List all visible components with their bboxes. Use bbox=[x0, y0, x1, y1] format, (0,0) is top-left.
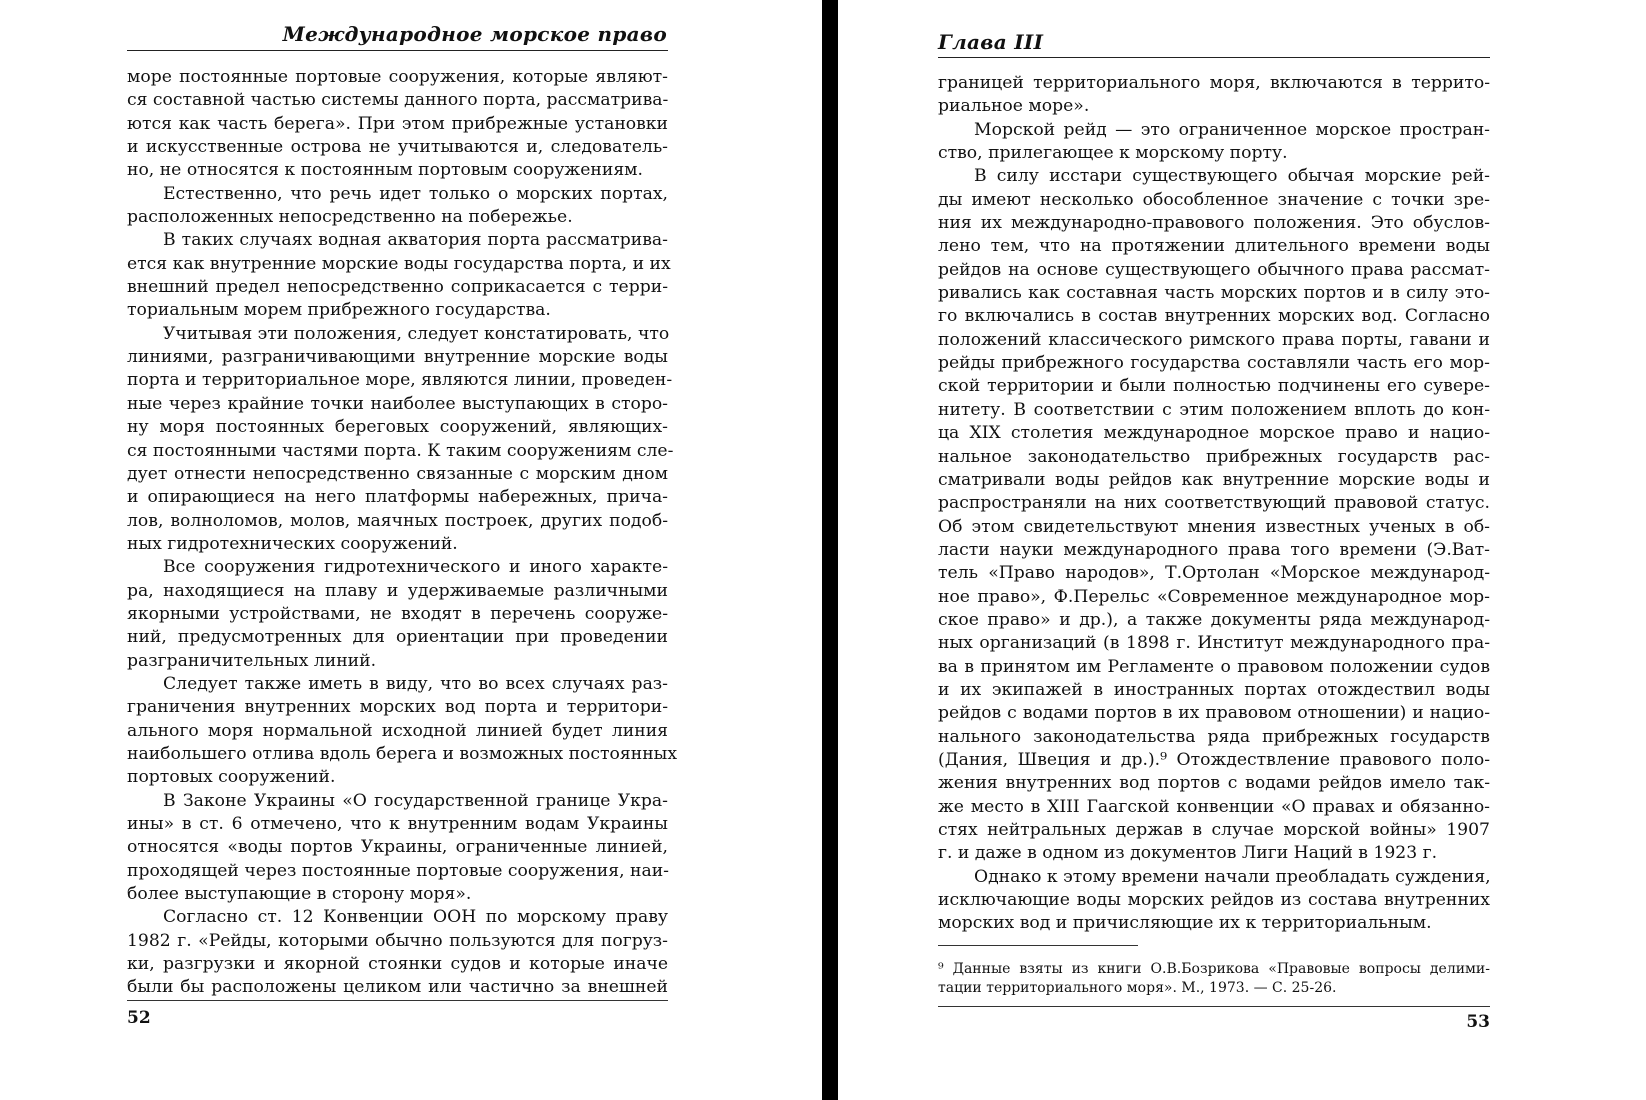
text-line: ные через крайние точки наиболее выступающих в сторо- bbox=[127, 393, 668, 414]
text-line: море постоянные портовые сооружения, которые являют- bbox=[127, 67, 668, 87]
text-line: границей территориального моря, включаются в террито- bbox=[938, 73, 1490, 93]
text-line: положений классического римского права порты, гавани и bbox=[938, 329, 1490, 350]
text-line: г. и даже в одном из документов Лиги Наций в 1923 г. bbox=[938, 843, 1438, 864]
text-line: и искусственные острова не учитываются и, следователь- bbox=[127, 137, 668, 158]
text-line: ния их международно-правового положения. Это обуслов- bbox=[938, 213, 1490, 234]
text-line: рейды прибрежного государства составляли часть его мор- bbox=[938, 353, 1490, 374]
text-line: Об этом свидетельствуют мнения известных ученых в об- bbox=[938, 516, 1490, 537]
text-line: были бы расположены целиком или частично за внешней bbox=[127, 977, 668, 998]
header-rule bbox=[127, 50, 668, 51]
text-line: Морской рейд — это ограниченное морское простран- bbox=[974, 119, 1490, 140]
footnote-line: ⁹ Данные взяты из книги О.В.Бозрикова «Правовые вопросы делими- bbox=[938, 961, 1490, 977]
text-line: дует отнести непосредственно связанные с морским дном bbox=[127, 463, 668, 484]
text-line: ний, предусмотренных для ориентации при проведении bbox=[127, 627, 668, 648]
text-line: В силу исстари существующего обычая морские рей- bbox=[974, 166, 1490, 187]
text-line: ривались как составная часть морских портов и в силу это- bbox=[938, 283, 1490, 304]
text-line: портовых сооружений. bbox=[127, 767, 336, 788]
footnote-separator bbox=[938, 945, 1138, 946]
page-number: 52 bbox=[127, 1008, 151, 1028]
text-line: Учитывая эти положения, следует констатировать, что bbox=[163, 323, 670, 344]
text-line: Естественно, что речь идет только о морских портах, bbox=[163, 183, 668, 204]
text-line: ального моря нормальной исходной линией будет линия bbox=[127, 720, 668, 741]
text-line: сматривали воды рейдов как внутренние морские воды и bbox=[938, 469, 1490, 490]
body-text bbox=[938, 72, 1490, 936]
text-line: нальное законодательство прибрежных государств рас- bbox=[938, 446, 1490, 467]
text-line: граничения внутренних морских вод порта и территори- bbox=[127, 697, 668, 718]
text-line: риальное море». bbox=[938, 96, 1090, 117]
text-line: линиями, разграничивающими внутренние морские воды bbox=[127, 347, 668, 368]
text-line: нального законодательства ряда прибрежных государств bbox=[938, 726, 1490, 747]
right-page bbox=[838, 0, 1646, 1100]
text-line: ются как часть берега». При этом прибрежные установки bbox=[127, 113, 668, 134]
text-line: ся постоянными частями порта. К таким сооружениям сле- bbox=[127, 440, 674, 461]
text-line: лено тем, что на протяжении длительного времени воды bbox=[938, 236, 1490, 257]
text-line: ется как внутренние морские воды государства порта, и их bbox=[127, 253, 671, 274]
running-head-chapter: Глава III bbox=[938, 30, 1044, 54]
text-line: Однако к этому времени начали преобладать суждения, bbox=[974, 866, 1491, 887]
text-line: жения внутренних вод портов с водами рейдов имело так- bbox=[938, 773, 1490, 794]
text-line: рейдов с водами портов в их правовом отношении) и нацио- bbox=[938, 703, 1490, 724]
text-line: распространяли на них соответствующий правовой статус. bbox=[938, 493, 1490, 514]
text-line: наибольшего отлива вдоль берега и возможных постоянных bbox=[127, 743, 678, 764]
text-line: морских вод и причисляющие их к территориальным. bbox=[938, 913, 1432, 934]
text-line: Следует также иметь в виду, что во всех случаях раз- bbox=[163, 673, 668, 694]
text-line: исключающие воды морских рейдов из состава внутренних bbox=[938, 890, 1490, 911]
footnote-line: тации территориального моря». М., 1973. — С. 25-26. bbox=[938, 980, 1337, 996]
running-head-book-title: Международное морское право bbox=[282, 22, 667, 46]
text-line: внешний предел непосредственно соприкасается с терри- bbox=[127, 277, 668, 298]
text-line: ины» в ст. 6 отмечено, что к внутренним водам Украины bbox=[127, 814, 668, 834]
text-line: ласти науки международного права того времени (Э.Ват- bbox=[938, 539, 1490, 560]
text-line: рейдов на основе существующего обычного права рассмат- bbox=[938, 259, 1490, 280]
text-line: В таких случаях водная акватория порта рассматрива- bbox=[163, 230, 668, 251]
text-line: Согласно ст. 12 Конвенции ООН по морскому праву bbox=[163, 907, 668, 928]
text-line: 1982 г. «Рейды, которыми обычно пользуются для погруз- bbox=[127, 930, 668, 951]
text-line: ство, прилегающее к морскому порту. bbox=[938, 143, 1288, 164]
text-line: Все сооружения гидротехнического и иного характе- bbox=[163, 557, 668, 578]
text-line: более выступающие в сторону моря». bbox=[127, 884, 472, 905]
text-line: ды имеют несколько обособленное значение с точки зре- bbox=[938, 189, 1490, 210]
left-page bbox=[0, 0, 822, 1100]
book-binding-gutter bbox=[822, 0, 838, 1100]
text-line: и опирающиеся на него платформы набережных, прича- bbox=[127, 487, 668, 508]
body-text bbox=[127, 66, 678, 1000]
footnote bbox=[938, 960, 1490, 998]
text-line: и их экипажей в иностранных портах отождествил воды bbox=[938, 679, 1490, 700]
text-line: якорными устройствами, не входят в перечень сооруже- bbox=[127, 603, 668, 624]
text-line: го включались в состав внутренних морских вод. Согласно bbox=[938, 306, 1490, 327]
text-line: лов, волноломов, молов, маячных построек, других подоб- bbox=[127, 510, 668, 531]
header-rule bbox=[938, 57, 1490, 58]
text-line: ца XIX столетия международное морское право и нацио- bbox=[938, 423, 1490, 444]
text-line: (Дания, Швеция и др.).⁹ Отождествление правового поло- bbox=[938, 749, 1490, 770]
text-line: нитету. В соответствии с этим положением вплоть до кон- bbox=[938, 399, 1490, 420]
text-line: ных гидротехнических сооружений. bbox=[127, 533, 458, 554]
footer-rule bbox=[127, 1000, 668, 1001]
text-line: ки, разгрузки и якорной стоянки судов и которые иначе bbox=[127, 954, 668, 975]
text-line: ское право» и др.), а также документы ряда международ- bbox=[938, 609, 1490, 630]
text-line: ну моря постоянных береговых сооружений, являющих- bbox=[127, 417, 668, 438]
text-line: ра, находящиеся на плаву и удерживаемые различными bbox=[127, 580, 668, 601]
text-line: же место в XIII Гаагской конвенции «О правах и обязанно- bbox=[938, 796, 1490, 817]
page-number: 53 bbox=[1466, 1012, 1490, 1032]
text-line: порта и территориальное море, являются линии, проведен- bbox=[127, 370, 673, 391]
text-line: расположенных непосредственно на побережье. bbox=[127, 207, 573, 228]
text-line: проходящей через постоянные портовые сооружения, наи- bbox=[127, 860, 669, 881]
text-line: ных организаций (в 1898 г. Институт международного пра- bbox=[938, 633, 1490, 654]
text-line: ся составной частью системы данного порта, рассматрива- bbox=[127, 90, 669, 111]
footer-rule bbox=[938, 1006, 1490, 1007]
text-line: тель «Право народов», Т.Ортолан «Морское международ- bbox=[938, 563, 1490, 584]
text-line: ториальным морем прибрежного государства. bbox=[127, 300, 551, 321]
text-line: относятся «воды портов Украины, ограниченные линией, bbox=[127, 837, 668, 858]
text-line: В Законе Украины «О государственной границе Укра- bbox=[163, 790, 668, 811]
text-line: но, не относятся к постоянным портовым сооружениям. bbox=[127, 160, 644, 181]
text-line: стях нейтральных держав в случае морской войны» 1907 bbox=[938, 820, 1490, 840]
text-line: ской территории и были полностью подчинены его сувере- bbox=[938, 376, 1490, 397]
text-line: разграничительных линий. bbox=[127, 650, 377, 671]
text-line: ное право», Ф.Перельс «Современное международное мор- bbox=[938, 586, 1490, 607]
text-line: ва в принятом им Регламенте о правовом положении судов bbox=[938, 656, 1490, 677]
